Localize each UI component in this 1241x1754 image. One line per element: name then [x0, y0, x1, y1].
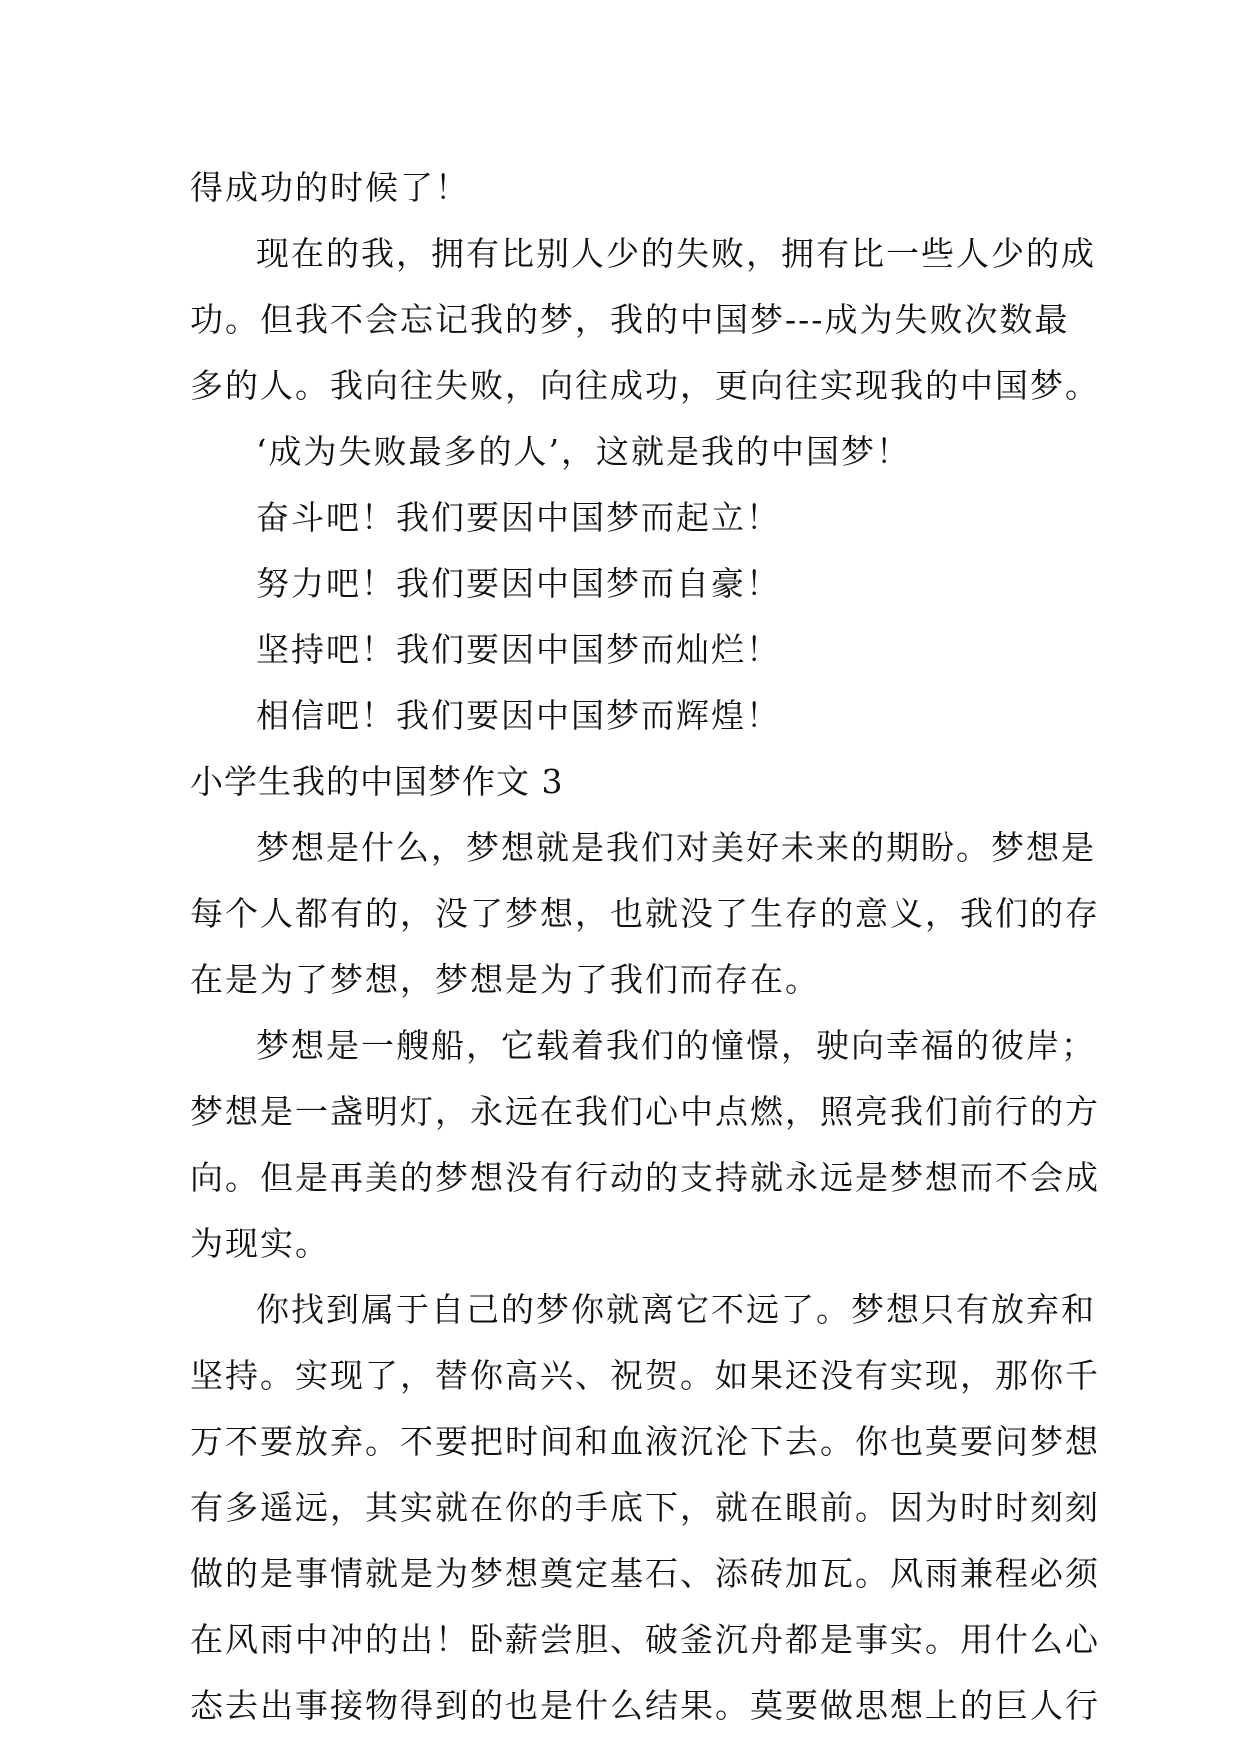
text-line: 为现实。 — [190, 1224, 330, 1263]
text-line: 做的是事情就是为梦想奠定基石、添砖加瓦。风雨兼程必须 — [190, 1554, 1100, 1593]
text-line: 梦想是一盏明灯，永远在我们心中点燃，照亮我们前行的方 — [190, 1092, 1100, 1131]
text-line: 功。但我不会忘记我的梦，我的中国梦---成为失败次数最 — [190, 300, 1070, 339]
text-line: 坚持。实现了，替你高兴、祝贺。如果还没有实现，那你千 — [190, 1356, 1100, 1395]
paragraph-start-line: 坚持吧！我们要因中国梦而灿烂！ — [256, 630, 781, 669]
text-line: 万不要放弃。不要把时间和血液沉沦下去。你也莫要问梦想 — [190, 1422, 1100, 1461]
text-line: 每个人都有的，没了梦想，也就没了生存的意义，我们的存 — [190, 894, 1100, 933]
text-line: 态去出事接物得到的也是什么结果。莫要做思想上的巨人行 — [190, 1686, 1100, 1725]
paragraph-start-line: 现在的我，拥有比别人少的失败，拥有比一些人少的成 — [256, 234, 1096, 273]
paragraph-start-line: 相信吧！我们要因中国梦而辉煌！ — [256, 696, 781, 735]
text-line: 在是为了梦想，梦想是为了我们而存在。 — [190, 960, 820, 999]
paragraph-start-line: 你找到属于自己的梦你就离它不远了。梦想只有放弃和 — [256, 1290, 1096, 1329]
paragraph-start-line: 梦想是什么，梦想就是我们对美好未来的期盼。梦想是 — [256, 828, 1096, 867]
paragraph-start-line: ‘成为失败最多的人’，这就是我的中国梦！ — [256, 432, 911, 471]
text-line: 得成功的时候了！ — [190, 168, 470, 207]
document-body — [190, 155, 1100, 1739]
text-line: 多的人。我向往失败，向往成功，更向往实现我的中国梦。 — [190, 366, 1100, 405]
text-line: 在风雨中冲的出！卧薪尝胆、破釜沉舟都是事实。用什么心 — [190, 1620, 1100, 1659]
section-heading: 小学生我的中国梦作文 3 — [190, 762, 564, 801]
paragraph-start-line: 梦想是一艘船，它载着我们的憧憬，驶向幸福的彼岸； — [256, 1026, 1096, 1065]
text-line: 有多遥远，其实就在你的手底下，就在眼前。因为时时刻刻 — [190, 1488, 1100, 1527]
paragraph-start-line: 奋斗吧！我们要因中国梦而起立！ — [256, 498, 781, 537]
text-line: 向。但是再美的梦想没有行动的支持就永远是梦想而不会成 — [190, 1158, 1100, 1197]
paragraph-start-line: 努力吧！我们要因中国梦而自豪！ — [256, 564, 781, 603]
